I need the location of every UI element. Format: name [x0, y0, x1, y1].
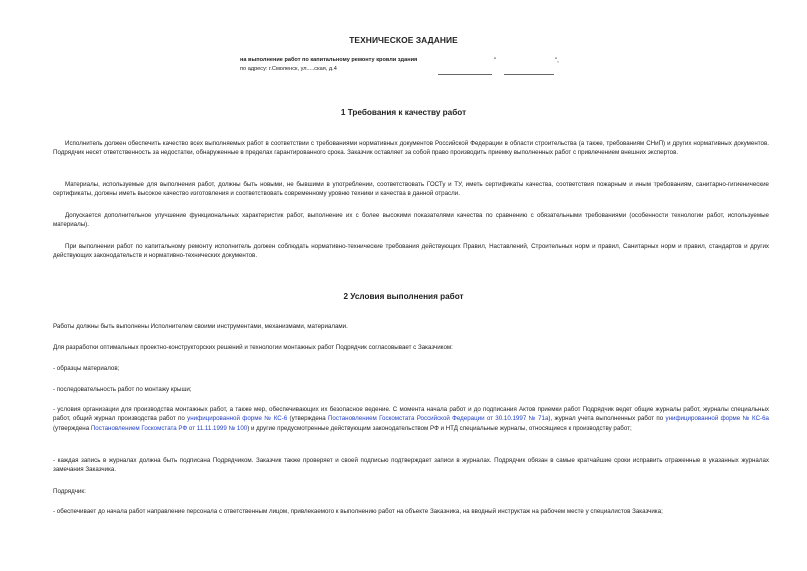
quote-close: ", — [555, 58, 559, 64]
conditions-text-c: ), журнал учета выполненных работ по — [548, 415, 666, 423]
document-subtitle: на выполнение работ по капитальному ремонту кровли здания — [240, 57, 418, 63]
section2-list-item-conditions — [53, 405, 769, 433]
section2-list-item-briefing: - обеспечивает до начала работ направление персонала с ответственным лицом, привлекаемого к выполнению работ на объекте Заказника, на вводный инструктаж на рабочем месте у специалистов Заказчика; — [53, 508, 663, 515]
link-form-ks6[interactable]: унифицированной форме № КС-6 — [187, 415, 288, 423]
section1-paragraph-4: При выполнении работ по капитальному ремонту исполнитель должен соблюдать нормативно-технические требования действующих Правил, Наставлений, Строительных норм и правил, Санитарных норм и правил, стандартов и других действующих законодательств и нормативно-технических документов. — [53, 243, 769, 260]
link-resolution-100[interactable]: Постановлением Госкомстата РФ от 11.11.1999 № 100 — [90, 424, 248, 432]
document-address: по адресу: г.Смоленск, ул.....ская, д.4 — [240, 65, 337, 72]
section2-list-item-materials: - образцы материалов; — [53, 365, 120, 372]
link-resolution-71a[interactable]: Постановлением Госкомстата Российской Федерации от 30.10.1997 № 71а — [327, 415, 549, 423]
section2-list-item-journals: - каждая запись в журналах должна быть подписана Подрядчиком. Заказчик также проверяет и своей подписью подтверждает записи в журналах. Подрядчик обязан в самые кратчайшие сроки исправить отраженные в указанных журналах замечания Заказчика. — [53, 457, 769, 474]
document-subtitle-block — [240, 56, 440, 74]
conditions-text-d: (утверждена — [53, 424, 91, 432]
section2-contractor-label: Подрядчик: — [53, 488, 86, 495]
conditions-text-e: ) и другие предусмотренные действующим законодательством РФ и НТД специальные журналы, относящиеся к производству работ; — [247, 424, 632, 432]
section2-paragraph-2: Для разработки оптимальных проектно-конструкторских решений и технологии монтажных работ Подрядчик согласовывает с Заказчиком: — [53, 344, 453, 351]
conditions-text-b: (утверждена — [287, 415, 328, 423]
section2-list-item-sequence: - последовательность работ по монтажу крыши; — [53, 386, 192, 393]
conditions-text-a: - условия организации для производства монтажных работ, а также мер, обеспечивающих их безопасное ведение. С момента начала работ и до подписания Актов приемки работ Подрядчик ведет общие журналы работ, журналы специальных работ, общий журнал производства работ по — [53, 406, 769, 423]
section1-heading: 1 Требования к качеству работ — [340, 108, 467, 117]
section2-heading: 2 Условия выполнения работ — [343, 292, 464, 301]
quote-open: " — [494, 58, 497, 64]
section1-paragraph-3: Допускается дополнительное улучшение функциональных характеристик работ, выполнение их с более высокими показателями качества по сравнению с обязательными требованиями (особенности технологии работ, используемые материалы). — [53, 212, 769, 229]
document-title: ТЕХНИЧЕСКОЕ ЗАДАНИЕ — [349, 35, 458, 45]
section1-paragraph-1: Исполнитель должен обеспечить качество всех выполняемых работ в соответствии с требованиями нормативных документов Российской Федерации в области строительства (а также, требованиям СНиП) и других нормативных документов. Подрядчик несет ответственность за недостатки, обнаруженные в пределах гарантированного срока. Заказчик оставляет за собой право производить приемку выполненных работ с привлечением внешних экспертов. — [53, 140, 769, 157]
blank-field-left — [438, 74, 492, 75]
link-form-ks6a[interactable]: унифицированной форме № КС-6а — [665, 415, 770, 423]
section1-paragraph-2: Материалы, используемые для выполнения работ, должны быть новыми, не бывшими в употреблении, соответствовать ГОСТу и ТУ, иметь сертификаты качества, соответствия пожарным и иным требованиям, санитарно-гигиенические сертификаты, должны иметь высокое качество изготовления и соответствовать современному уровню техники и качества в данной отрасли. — [53, 181, 769, 198]
blank-field-right — [504, 74, 554, 75]
section2-paragraph-1: Работы должны быть выполнены Исполнителем своими инструментами, механизмами, материалами. — [53, 323, 348, 330]
